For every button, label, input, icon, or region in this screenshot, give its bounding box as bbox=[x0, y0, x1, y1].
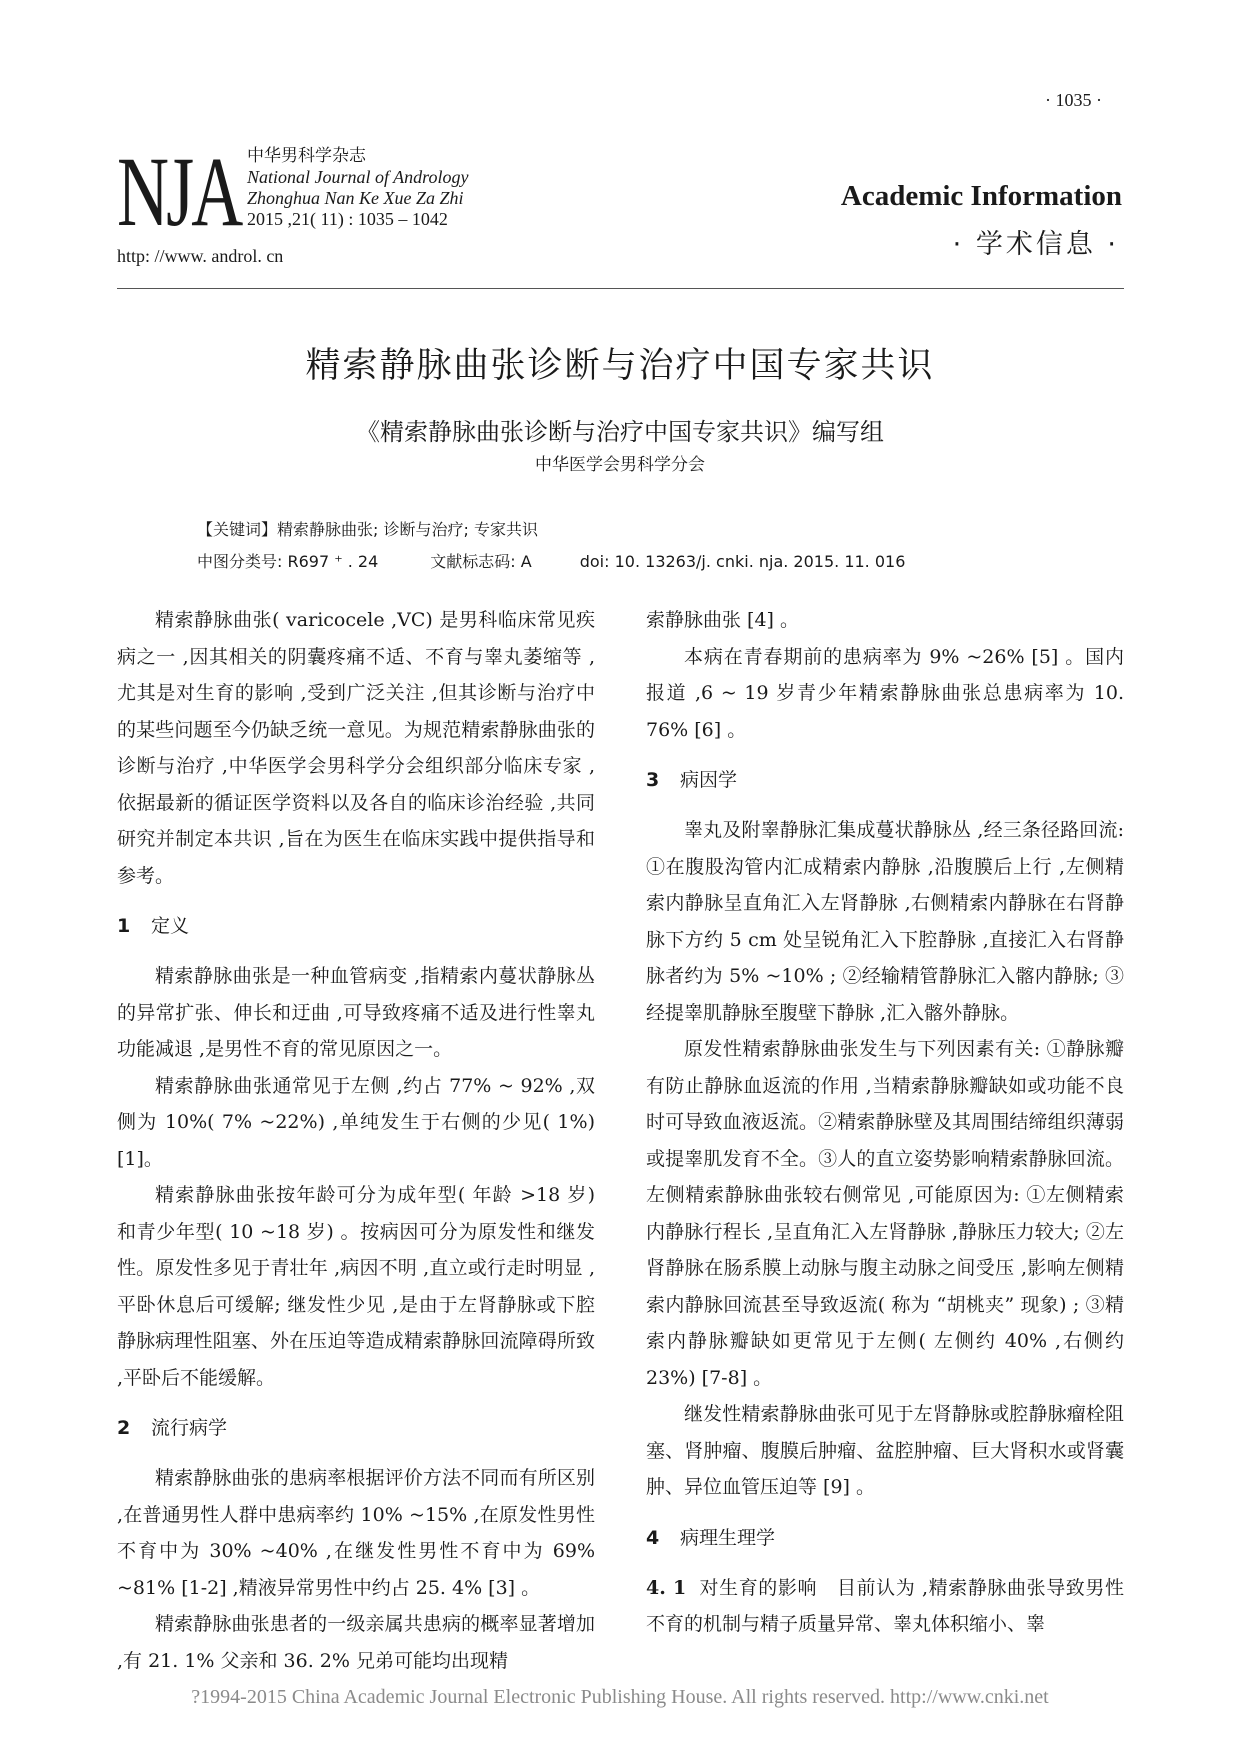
paragraph: 继发性精索静脉曲张可见于左肾静脉或腔静脉瘤栓阻塞、肾肿瘤、腹膜后肿瘤、盆腔肿瘤、巨大肾积水或肾囊肿、异位血管压迫等 [9] 。 bbox=[646, 1403, 1124, 1498]
journal-name-en: National Journal of Andrology bbox=[247, 167, 469, 187]
subsection-4-1 bbox=[646, 1570, 1124, 1643]
classification-line bbox=[197, 549, 905, 572]
paragraph: 精索静脉曲张按年龄可分为成年型( 年龄 >18 岁) 和青少年型( 10 ~18 岁) 。按病因可分为原发性和继发性。原发性多见于青壮年 ,病因不明 ,直立或行走时明显 ,平卧休息后可缓解; 继发性少见 ,是由于左肾静脉或下腔静脉病理性阻塞、外在压迫等造成精索静脉回流障碍所致 ,平卧后不能缓解。 bbox=[117, 1184, 595, 1389]
subsection-number: 4. 1 bbox=[646, 1576, 687, 1599]
paragraph: 原发性精索静脉曲张发生与下列因素有关: ①静脉瓣有防止静脉血返流的作用 ,当精索静脉瓣缺如或功能不良时可导致血液返流。②精索静脉壁及其周围结缔组织薄弱或提睾肌发育不全。③人的直立姿势影响精索静脉回流。左侧精索静脉曲张较右侧常见 ,可能原因为: ①左侧精索内静脉行程长 ,呈直角汇入左肾静脉 ,静脉压力较大; ②左肾静脉在肠系膜上动脉与腹主动脉之间受压 ,影响左侧精索内静脉回流甚至导致返流( 称为 “胡桃夹” 现象) ; ③精索内静脉瓣缺如更常见于左侧( 左侧约 40% ,右侧约 23%) [7-8] 。 bbox=[646, 1038, 1124, 1389]
left-column bbox=[117, 602, 595, 1679]
section-heading-4: 4 病理生理学 bbox=[646, 1526, 776, 1549]
paragraph: 精索静脉曲张是一种血管病变 ,指精索内蔓状静脉丛的异常扩张、伸长和迂曲 ,可导致疼痛不适及进行性睾丸功能减退 ,是男性不育的常见原因之一。 bbox=[117, 965, 595, 1060]
section-title-en: Academic Information bbox=[840, 180, 1122, 212]
journal-url[interactable]: http: //www. androl. cn bbox=[117, 246, 284, 266]
copyright-footer: ?1994-2015 China Academic Journal Electronic Publishing House. All rights reserved. http://www.cnki.net bbox=[191, 1686, 1049, 1708]
section-heading-2: 2 流行病学 bbox=[117, 1417, 228, 1439]
header-divider bbox=[117, 288, 1124, 289]
right-column bbox=[646, 602, 1124, 1643]
paragraph: 精索静脉曲张的患病率根据评价方法不同而有所区别 ,在普通男性人群中患病率约 10% ~15% ,在原发性男性不育中为 30% ~40% ,在继发性男性不育中为 69% ~81% [1-2] ,精液异常男性中约占 25. 4% [3] 。 bbox=[117, 1467, 595, 1599]
section-title-cn: · 学术信息 · bbox=[952, 229, 1119, 260]
document-code: 文献标志码: A bbox=[430, 552, 532, 571]
article-affiliation: 中华医学会男科学分会 bbox=[535, 455, 705, 475]
keywords: 【关键词】精索静脉曲张; 诊断与治疗; 专家共识 bbox=[197, 520, 538, 539]
journal-info bbox=[247, 146, 469, 230]
paragraph: 本病在青春期前的患病率为 9% ~26% [5] 。国内报道 ,6 ~ 19 岁青少年精索静脉曲张总患病率为 10. 76% [6] 。 bbox=[646, 645, 1124, 741]
intro-paragraph: 精索静脉曲张( varicocele ,VC) 是男科临床常见疾病之一 ,因其相关的阴囊疼痛不适、不育与睾丸萎缩等 ,尤其是对生育的影响 ,受到广泛关注 ,但其诊断与治疗中的某些问题至今仍缺乏统一意见。为规范精索静脉曲张的诊断与治疗 ,中华医学会男科学分会组织部分临床专家 ,依据最新的循证医学资料以及各自的临床诊治经验 ,共同研究并制定本共识 ,旨在为医生在临床实践中提供指导和参考。 bbox=[117, 609, 595, 887]
subsection-text: 目前认为 ,精索静脉曲张导致男性不育的机制与精子质量异常、睾丸体积缩小、睾 bbox=[646, 1576, 1124, 1635]
paragraph: 睾丸及附睾静脉汇集成蔓状静脉丛 ,经三条径路回流: ①在腹股沟管内汇成精索内静脉 ,沿腹膜后上行 ,左侧精索内静脉呈直角汇入左肾静脉 ,右侧精索内静脉在右肾静脉下方约 5 cm 处呈锐角汇入下腔静脉 ,直接汇入右肾静脉者约为 5% ~10% ; ②经输精管静脉汇入髂内静脉; ③经提睾肌静脉至腹壁下静脉 ,汇入髂外静脉。 bbox=[646, 819, 1124, 1024]
journal-issue: 2015 ,21( 11) : 1035 – 1042 bbox=[247, 209, 448, 229]
journal-logo: NJA bbox=[117, 136, 241, 247]
doi: doi: 10. 13263/j. cnki. nja. 2015. 11. 016 bbox=[579, 552, 906, 571]
article-author: 《精索静脉曲张诊断与治疗中国专家共识》编写组 bbox=[356, 418, 884, 446]
journal-name-pinyin: Zhonghua Nan Ke Xue Za Zhi bbox=[247, 188, 464, 208]
article-title: 精索静脉曲张诊断与治疗中国专家共识 bbox=[305, 346, 935, 386]
page-number: · 1035 · bbox=[1045, 90, 1102, 110]
paragraph: 精索静脉曲张通常见于左侧 ,约占 77% ~ 92% ,双侧为 10%( 7% ~22%) ,单纯发生于右侧的少见( 1%) [1]。 bbox=[117, 1074, 595, 1170]
clc-number: 中图分类号: R697 ⁺ . 24 bbox=[197, 552, 379, 571]
journal-name-cn: 中华男科学杂志 bbox=[247, 146, 366, 166]
subsection-title: 对生育的影响 bbox=[699, 1576, 818, 1599]
paragraph: 精索静脉曲张患者的一级亲属共患病的概率显著增加 ,有 21. 1% 父亲和 36. 2% 兄弟可能均出现精 bbox=[117, 1613, 595, 1672]
section-heading-1: 1 定义 bbox=[117, 915, 190, 937]
section-heading-3: 3 病因学 bbox=[646, 769, 738, 791]
paragraph-continued: 索静脉曲张 [4] 。 bbox=[646, 609, 799, 631]
